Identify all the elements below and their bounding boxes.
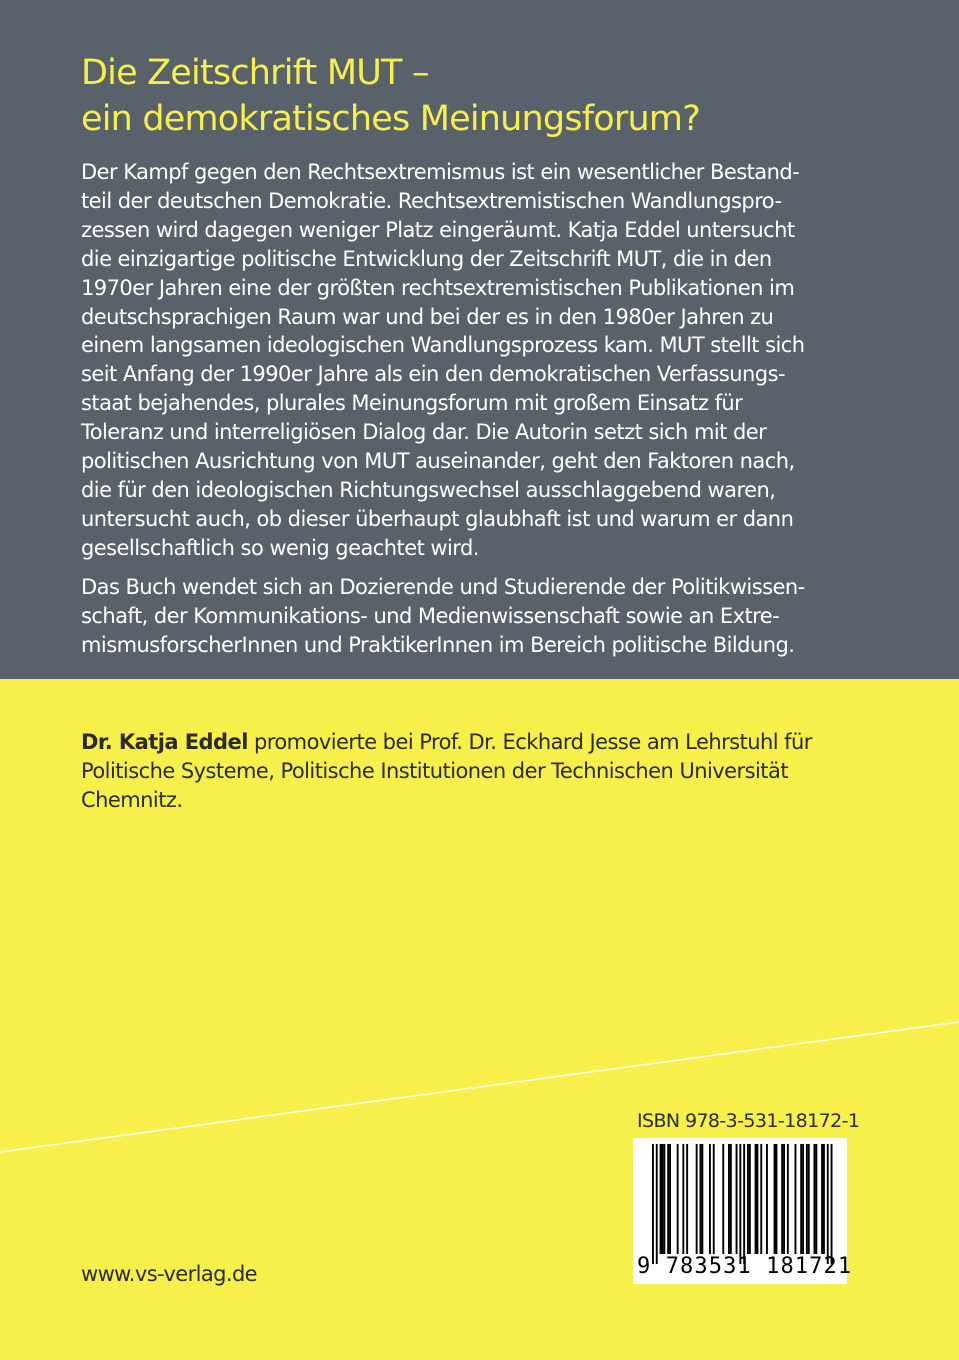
- text-line: 1970er Jahren eine der größten rechtsextremistischen Publikationen im: [81, 275, 795, 300]
- text-line: schaft, der Kommunikations- und Medienwissenschaft sowie an Extre-: [81, 603, 780, 628]
- barcode-bar: [808, 1144, 810, 1254]
- author-bio-text: promovierte bei Prof. Dr. Eckhard Jesse am Lehrstuhl für: [247, 730, 812, 754]
- barcode-bar: [774, 1144, 776, 1254]
- barcode-bar: [669, 1144, 671, 1254]
- barcode-bar: [815, 1144, 817, 1254]
- barcode-bar: [760, 1144, 762, 1254]
- text-line: Chemnitz.: [81, 788, 183, 812]
- text-line: die einzigartige politische Entwicklung der Zeitschrift MUT, die in den: [81, 246, 772, 271]
- barcode-bar: [700, 1144, 702, 1254]
- text-line: Politische Systeme, Politische Institutionen der Technischen Universität: [81, 759, 788, 783]
- text-line: einem langsamen ideologischen Wandlungsprozess kam. MUT stellt sich: [81, 333, 805, 358]
- barcode-bar: [757, 1144, 759, 1254]
- barcode-bar: [713, 1144, 715, 1254]
- text-line: teil der deutschen Demokratie. Rechtsextremistischen Wandlungspro-: [81, 188, 782, 213]
- barcode-bar: [736, 1144, 738, 1254]
- barcode-bar: [701, 1144, 703, 1254]
- text-line: staat bejahendes, plurales Meinungsforum mit großem Einsatz für: [81, 391, 743, 416]
- barcode-bar: [806, 1144, 808, 1254]
- text-line: mismusforscherInnen und PraktikerInnen im Bereich politische Bildung.: [81, 632, 795, 657]
- text-line: seit Anfang der 1990er Jahre als ein den demokratischen Verfassungs-: [81, 362, 786, 387]
- barcode-bar: [722, 1144, 724, 1254]
- text-line: gesellschaftlich so wenig geachtet wird.: [81, 535, 479, 560]
- text-line: Der Kampf gegen den Rechtsextremismus ist ein wesentlicher Bestand-: [81, 160, 800, 184]
- barcode-bar: [739, 1144, 741, 1264]
- barcode-bar: [827, 1144, 829, 1264]
- barcode-bar: [802, 1144, 804, 1254]
- barcode-bar: [667, 1144, 669, 1254]
- barcode-bar: [656, 1144, 658, 1264]
- barcode-bar: [682, 1144, 684, 1254]
- barcode-bar: [800, 1144, 802, 1254]
- author-name: Dr. Katja Eddel: [81, 730, 248, 754]
- isbn-label: ISBN 978-3-531-18172-1: [637, 1110, 860, 1132]
- barcode-bar: [823, 1144, 825, 1254]
- barcode-bar: [662, 1144, 664, 1254]
- text-line: Toleranz und interreligiösen Dialog dar. Die Autorin setzt sich mit der: [81, 420, 767, 445]
- title-line: ein demokratisches Meinungsforum?: [81, 99, 700, 139]
- barcode-bar: [728, 1144, 730, 1254]
- barcode-bar: [660, 1144, 662, 1254]
- barcode: [633, 1138, 853, 1284]
- barcode-bar: [821, 1144, 823, 1254]
- barcode-bar: [795, 1144, 797, 1254]
- barcode-bar: [783, 1144, 785, 1254]
- barcode-bar: [787, 1144, 789, 1254]
- text-line: die für den ideologischen Richtungswechsel ausschlaggebend waren,: [81, 477, 776, 502]
- barcode-bar: [831, 1144, 833, 1264]
- text-line: politischen Ausrichtung von MUT auseinander, geht den Faktoren nach,: [81, 449, 795, 474]
- barcode-bar: [696, 1144, 698, 1254]
- text-line: zessen wird dagegen weniger Platz eingeräumt. Katja Eddel untersucht: [81, 217, 795, 242]
- barcode-bar: [814, 1144, 816, 1254]
- barcode-bar: [781, 1144, 783, 1254]
- barcode-bar: [743, 1144, 745, 1264]
- text-line: untersucht auch, ob dieser überhaupt glaubhaft ist und warum er dann: [81, 506, 794, 531]
- barcode-bar: [755, 1144, 757, 1254]
- publisher-url: www.vs-verlag.de: [81, 1262, 257, 1286]
- title-line: Die Zeitschrift MUT –: [81, 53, 429, 93]
- text-line: Das Buch wendet sich an Dozierende und Studierende der Politikwissen-: [81, 575, 805, 599]
- barcode-bar: [677, 1144, 679, 1254]
- barcode-bar: [776, 1144, 778, 1254]
- barcode-bar: [730, 1144, 732, 1254]
- barcode-bar: [747, 1144, 749, 1254]
- barcode-bar: [686, 1144, 688, 1254]
- barcode-bar: [652, 1144, 654, 1264]
- barcode-bar: [663, 1144, 665, 1254]
- text-line: deutschsprachigen Raum war und bei der es in den 1980er Jahren zu: [81, 304, 774, 329]
- barcode-bar: [709, 1144, 711, 1254]
- barcode-bar: [749, 1144, 751, 1254]
- barcode-bar: [766, 1144, 768, 1254]
- barcode-digits: 9 783531 181721: [637, 1254, 853, 1279]
